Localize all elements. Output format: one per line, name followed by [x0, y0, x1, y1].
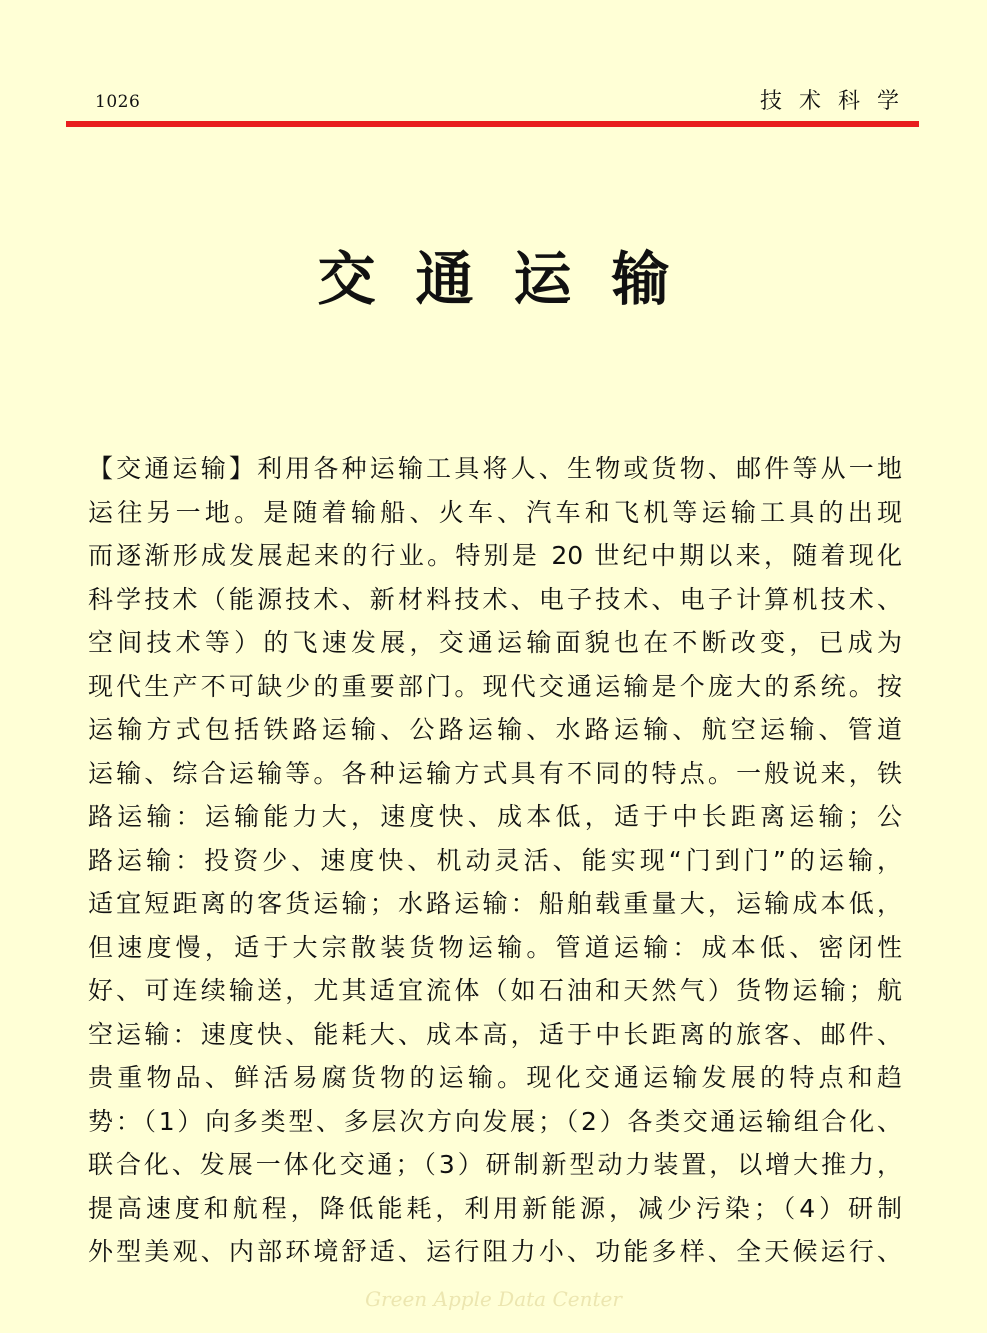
body-line: 空间技术等）的飞速发展，交通运输面貌也在不断改变，已成为: [88, 628, 902, 657]
body-line: 贵重物品、鲜活易腐货物的运输。现化交通运输发展的特点和趋: [88, 1063, 902, 1092]
body-line: 联合化、发展一体化交通；（3）研制新型动力装置，以增大推力，: [88, 1150, 902, 1179]
body-line: 而逐渐形成发展起来的行业。特别是 20 世纪中期以来，随着现化: [88, 541, 902, 570]
section-header: 技术科学: [759, 89, 916, 114]
article-title: 交通运输: [317, 245, 710, 313]
page-number: 1026: [95, 92, 141, 112]
body-line: 科学技术（能源技术、新材料技术、电子技术、电子计算机技术、: [88, 584, 902, 614]
body-line: 运往另一地。是随着输船、火车、汽车和飞机等运输工具的出现: [88, 497, 902, 527]
watermark: Green Apple Data Center: [365, 1287, 622, 1311]
body-line: 运输方式包括铁路运输、公路运输、水路运输、航空运输、管道: [88, 715, 902, 744]
header-rule: [66, 121, 919, 127]
article-body: [88, 447, 902, 1274]
body-line: 【交通运输】利用各种运输工具将人、生物或货物、邮件等从一地: [88, 454, 902, 483]
body-line: 好、可连续输送，尤其适宜流体（如石油和天然气）货物运输；航: [88, 976, 902, 1005]
body-line: 外型美观、内部环境舒适、运行阻力小、功能多样、全天候运行、: [88, 1237, 902, 1266]
body-line: 势：（1）向多类型、多层次方向发展；（2）各类交通运输组合化、: [88, 1106, 902, 1136]
body-line: 但速度慢，适于大宗散装货物运输。管道运输：成本低、密闭性: [88, 932, 902, 962]
body-line: 提高速度和航程，降低能耗，利用新能源，减少污染；（4）研制: [88, 1193, 902, 1223]
body-line: 现代生产不可缺少的重要部门。现代交通运输是个庞大的系统。按: [88, 671, 902, 701]
body-line: 路运输：运输能力大，速度快、成本低，适于中长距离运输；公: [88, 802, 902, 831]
body-line: 路运输：投资少、速度快、机动灵活、能实现“门到门”的运输，: [88, 845, 902, 875]
body-line: 空运输：速度快、能耗大、成本高，适于中长距离的旅客、邮件、: [88, 1019, 902, 1049]
body-line: 适宜短距离的客货运输；水路运输：船舶载重量大，运输成本低，: [88, 889, 902, 918]
body-line: 运输、综合运输等。各种运输方式具有不同的特点。一般说来，铁: [88, 758, 902, 788]
